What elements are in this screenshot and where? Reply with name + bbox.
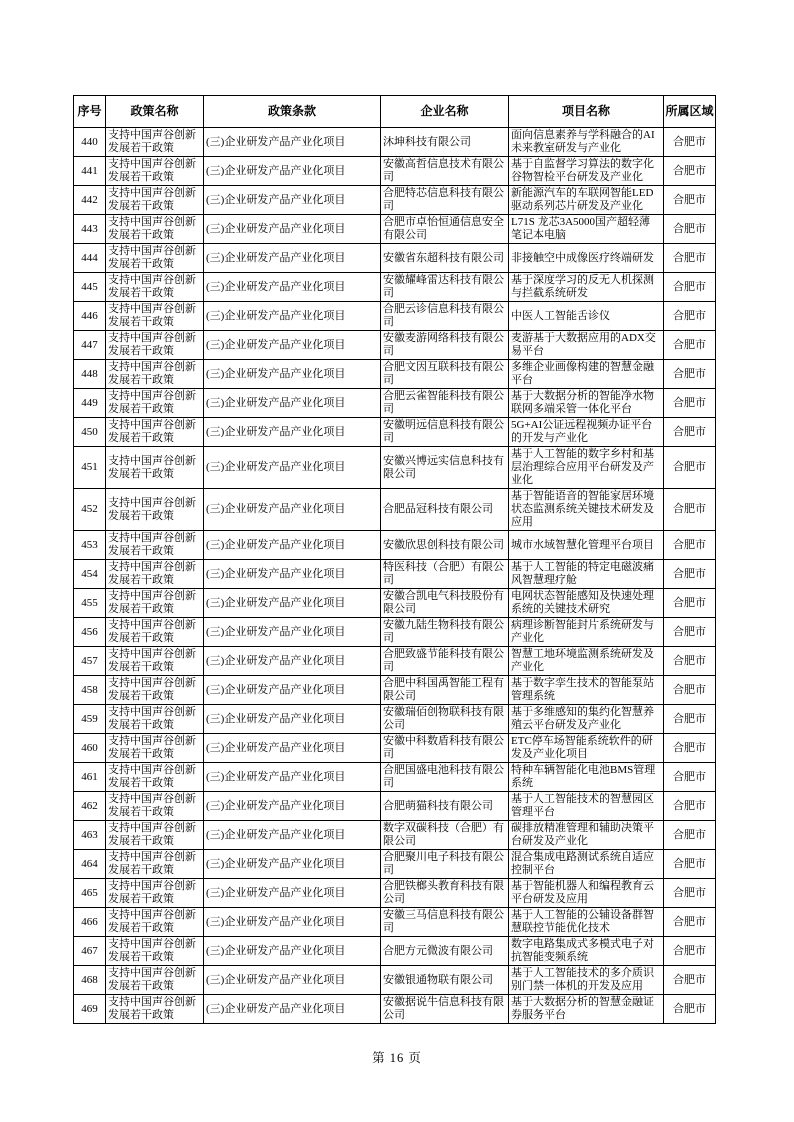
cell-clause: (三)企业研发产品产业化项目	[204, 560, 381, 589]
cell-project: 基于智能语音的智能家居环境状态监测系统关键技术研发及应用	[509, 489, 664, 531]
cell-clause: (三)企业研发产品产业化项目	[204, 763, 381, 792]
cell-no: 461	[74, 763, 106, 792]
cell-project: 麦游基于大数据应用的ADX交易平台	[509, 331, 664, 360]
cell-policy: 支持中国声谷创新发展若干政策	[106, 821, 204, 850]
cell-project: 新能源汽车的车联网智能LED驱动系列芯片研发及产业化	[509, 186, 664, 215]
cell-company: 安徽省东超科技有限公司	[381, 244, 509, 273]
cell-policy: 支持中国声谷创新发展若干政策	[106, 589, 204, 618]
policy-project-table	[73, 95, 716, 1024]
cell-policy: 支持中国声谷创新发展若干政策	[106, 531, 204, 560]
cell-company: 合肥品冠科技有限公司	[381, 489, 509, 531]
cell-policy: 支持中国声谷创新发展若干政策	[106, 244, 204, 273]
cell-no: 445	[74, 273, 106, 302]
cell-policy: 支持中国声谷创新发展若干政策	[106, 447, 204, 489]
cell-project: 电网状态智能感知及快速处理系统的关键技术研究	[509, 589, 664, 618]
cell-clause: (三)企业研发产品产业化项目	[204, 618, 381, 647]
cell-company: 沐坤科技有限公司	[381, 128, 509, 157]
cell-no: 453	[74, 531, 106, 560]
cell-project: 数字电路集成式多模式电子对抗智能变频系统	[509, 937, 664, 966]
cell-region: 合肥市	[664, 273, 716, 302]
cell-project: 基于人工智能的特定电磁波痛风智慧理疗舱	[509, 560, 664, 589]
cell-project: 基于数字孪生技术的智能泵站管理系统	[509, 676, 664, 705]
cell-project: 特种车辆智能化电池BMS管理系统	[509, 763, 664, 792]
cell-project: 中医人工智能舌诊仪	[509, 302, 664, 331]
cell-project: 基于大数据分析的智能净水物联网多端采管一体化平台	[509, 389, 664, 418]
table-row	[74, 244, 716, 273]
cell-clause: (三)企业研发产品产业化项目	[204, 908, 381, 937]
cell-project: 基于人工智能技术的多介质识别门禁一体机的开发及应用	[509, 966, 664, 995]
cell-no: 458	[74, 676, 106, 705]
cell-clause: (三)企业研发产品产业化项目	[204, 966, 381, 995]
table-row	[74, 447, 716, 489]
cell-project: 基于智能机器人和编程教育云平台研发及应用	[509, 879, 664, 908]
table-row	[74, 618, 716, 647]
cell-policy: 支持中国声谷创新发展若干政策	[106, 418, 204, 447]
cell-policy: 支持中国声谷创新发展若干政策	[106, 331, 204, 360]
cell-project: 智慧工地环境监测系统研发及产业化	[509, 647, 664, 676]
cell-clause: (三)企业研发产品产业化项目	[204, 937, 381, 966]
cell-no: 460	[74, 734, 106, 763]
cell-project: 基于人工智能技术的智慧园区管理平台	[509, 792, 664, 821]
cell-clause: (三)企业研发产品产业化项目	[204, 589, 381, 618]
table-row	[74, 850, 716, 879]
cell-no: 467	[74, 937, 106, 966]
cell-project: 基于自监督学习算法的数字化谷物智检平台研发及产业化	[509, 157, 664, 186]
cell-company: 安徽耀峰雷达科技有限公司	[381, 273, 509, 302]
table-row	[74, 418, 716, 447]
cell-no: 448	[74, 360, 106, 389]
cell-company: 合肥特芯信息科技有限公司	[381, 186, 509, 215]
cell-policy: 支持中国声谷创新发展若干政策	[106, 908, 204, 937]
cell-region: 合肥市	[664, 331, 716, 360]
cell-no: 469	[74, 995, 106, 1024]
cell-region: 合肥市	[664, 908, 716, 937]
cell-project: 基于人工智能的公辅设备群智慧联控节能优化技术	[509, 908, 664, 937]
cell-no: 457	[74, 647, 106, 676]
cell-project: ETC停车场智能系统软件的研发及产业化项目	[509, 734, 664, 763]
cell-region: 合肥市	[664, 489, 716, 531]
cell-region: 合肥市	[664, 879, 716, 908]
cell-project: 基于人工智能的数字乡村和基层治理综合应用平台研发及产业化	[509, 447, 664, 489]
cell-company: 安徽中科数盾科技有限公司	[381, 734, 509, 763]
cell-region: 合肥市	[664, 937, 716, 966]
cell-policy: 支持中国声谷创新发展若干政策	[106, 128, 204, 157]
table-row	[74, 128, 716, 157]
cell-clause: (三)企业研发产品产业化项目	[204, 995, 381, 1024]
cell-company: 安徽明远信息科技有限公司	[381, 418, 509, 447]
cell-company: 安徽欣思创科技有限公司	[381, 531, 509, 560]
cell-policy: 支持中国声谷创新发展若干政策	[106, 489, 204, 531]
cell-company: 合肥中科国禹智能工程有限公司	[381, 676, 509, 705]
col-header-policy: 政策名称	[106, 96, 204, 128]
table-row	[74, 792, 716, 821]
cell-region: 合肥市	[664, 647, 716, 676]
cell-clause: (三)企业研发产品产业化项目	[204, 273, 381, 302]
cell-project: 碳排放精准管理和辅助决策平台研发及产业化	[509, 821, 664, 850]
table-row	[74, 489, 716, 531]
cell-clause: (三)企业研发产品产业化项目	[204, 215, 381, 244]
cell-clause: (三)企业研发产品产业化项目	[204, 792, 381, 821]
cell-clause: (三)企业研发产品产业化项目	[204, 157, 381, 186]
cell-clause: (三)企业研发产品产业化项目	[204, 821, 381, 850]
cell-region: 合肥市	[664, 763, 716, 792]
cell-clause: (三)企业研发产品产业化项目	[204, 705, 381, 734]
cell-region: 合肥市	[664, 531, 716, 560]
cell-clause: (三)企业研发产品产业化项目	[204, 647, 381, 676]
cell-project: 基于多维感知的集约化智慧养殖云平台研发及产业化	[509, 705, 664, 734]
cell-policy: 支持中国声谷创新发展若干政策	[106, 763, 204, 792]
cell-policy: 支持中国声谷创新发展若干政策	[106, 792, 204, 821]
cell-policy: 支持中国声谷创新发展若干政策	[106, 560, 204, 589]
cell-company: 合肥致盛节能科技有限公司	[381, 647, 509, 676]
table-row	[74, 186, 716, 215]
table-row	[74, 966, 716, 995]
cell-policy: 支持中国声谷创新发展若干政策	[106, 186, 204, 215]
cell-policy: 支持中国声谷创新发展若干政策	[106, 618, 204, 647]
cell-no: 444	[74, 244, 106, 273]
table-header-row	[74, 96, 716, 128]
cell-project: 多维企业画像构建的智慧金融平台	[509, 360, 664, 389]
cell-project: 非接触空中成像医疗终端研发	[509, 244, 664, 273]
table-row	[74, 215, 716, 244]
cell-policy: 支持中国声谷创新发展若干政策	[106, 273, 204, 302]
cell-no: 463	[74, 821, 106, 850]
cell-policy: 支持中国声谷创新发展若干政策	[106, 937, 204, 966]
cell-region: 合肥市	[664, 560, 716, 589]
cell-policy: 支持中国声谷创新发展若干政策	[106, 360, 204, 389]
cell-clause: (三)企业研发产品产业化项目	[204, 531, 381, 560]
col-header-clause: 政策条款	[204, 96, 381, 128]
cell-no: 452	[74, 489, 106, 531]
cell-no: 447	[74, 331, 106, 360]
cell-no: 454	[74, 560, 106, 589]
cell-policy: 支持中国声谷创新发展若干政策	[106, 389, 204, 418]
cell-region: 合肥市	[664, 589, 716, 618]
cell-no: 443	[74, 215, 106, 244]
cell-company: 安徽据说牛信息科技有限公司	[381, 995, 509, 1024]
table-row	[74, 879, 716, 908]
cell-no: 449	[74, 389, 106, 418]
table-row	[74, 734, 716, 763]
cell-clause: (三)企业研发产品产业化项目	[204, 389, 381, 418]
cell-policy: 支持中国声谷创新发展若干政策	[106, 995, 204, 1024]
cell-project: 城市水域智慧化管理平台项目	[509, 531, 664, 560]
cell-company: 特医科技（合肥）有限公司	[381, 560, 509, 589]
cell-region: 合肥市	[664, 360, 716, 389]
cell-no: 462	[74, 792, 106, 821]
cell-company: 合肥云雀智能科技有限公司	[381, 389, 509, 418]
table-row	[74, 302, 716, 331]
cell-company: 合肥国盛电池科技有限公司	[381, 763, 509, 792]
cell-region: 合肥市	[664, 389, 716, 418]
cell-region: 合肥市	[664, 618, 716, 647]
cell-company: 安徽三马信息科技有限公司	[381, 908, 509, 937]
cell-region: 合肥市	[664, 734, 716, 763]
cell-region: 合肥市	[664, 302, 716, 331]
cell-policy: 支持中国声谷创新发展若干政策	[106, 966, 204, 995]
table-row	[74, 676, 716, 705]
cell-no: 450	[74, 418, 106, 447]
cell-company: 安徽合凯电气科技股份有限公司	[381, 589, 509, 618]
cell-region: 合肥市	[664, 157, 716, 186]
cell-no: 466	[74, 908, 106, 937]
cell-policy: 支持中国声谷创新发展若干政策	[106, 302, 204, 331]
cell-company: 安徽瑞佰创物联科技有限公司	[381, 705, 509, 734]
cell-policy: 支持中国声谷创新发展若干政策	[106, 647, 204, 676]
cell-clause: (三)企业研发产品产业化项目	[204, 360, 381, 389]
cell-no: 451	[74, 447, 106, 489]
table-row	[74, 908, 716, 937]
table-row	[74, 705, 716, 734]
cell-policy: 支持中国声谷创新发展若干政策	[106, 215, 204, 244]
table-row	[74, 273, 716, 302]
cell-policy: 支持中国声谷创新发展若干政策	[106, 157, 204, 186]
cell-region: 合肥市	[664, 995, 716, 1024]
cell-no: 442	[74, 186, 106, 215]
table-row	[74, 531, 716, 560]
cell-company: 安徽银通物联有限公司	[381, 966, 509, 995]
cell-no: 441	[74, 157, 106, 186]
cell-company: 合肥市卓怡恒通信息安全有限公司	[381, 215, 509, 244]
cell-company: 安徽麦游网络科技有限公司	[381, 331, 509, 360]
col-header-region: 所属区域	[664, 96, 716, 128]
cell-policy: 支持中国声谷创新发展若干政策	[106, 734, 204, 763]
cell-company: 合肥文因互联科技有限公司	[381, 360, 509, 389]
cell-company: 合肥聚川电子科技有限公司	[381, 850, 509, 879]
table-row	[74, 360, 716, 389]
cell-clause: (三)企业研发产品产业化项目	[204, 879, 381, 908]
cell-project: 基于大数据分析的智慧金融证券服务平台	[509, 995, 664, 1024]
table-row	[74, 647, 716, 676]
table-row	[74, 331, 716, 360]
cell-clause: (三)企业研发产品产业化项目	[204, 418, 381, 447]
table-row	[74, 157, 716, 186]
cell-region: 合肥市	[664, 705, 716, 734]
col-header-project: 项目名称	[509, 96, 664, 128]
cell-clause: (三)企业研发产品产业化项目	[204, 734, 381, 763]
cell-clause: (三)企业研发产品产业化项目	[204, 850, 381, 879]
col-header-company: 企业名称	[381, 96, 509, 128]
cell-region: 合肥市	[664, 128, 716, 157]
cell-clause: (三)企业研发产品产业化项目	[204, 128, 381, 157]
cell-policy: 支持中国声谷创新发展若干政策	[106, 705, 204, 734]
table-row	[74, 560, 716, 589]
cell-policy: 支持中国声谷创新发展若干政策	[106, 879, 204, 908]
cell-region: 合肥市	[664, 821, 716, 850]
cell-clause: (三)企业研发产品产业化项目	[204, 302, 381, 331]
table-row	[74, 589, 716, 618]
cell-no: 446	[74, 302, 106, 331]
cell-clause: (三)企业研发产品产业化项目	[204, 676, 381, 705]
cell-no: 465	[74, 879, 106, 908]
cell-no: 468	[74, 966, 106, 995]
cell-region: 合肥市	[664, 447, 716, 489]
cell-clause: (三)企业研发产品产业化项目	[204, 244, 381, 273]
page-number: 第 16 页	[372, 1051, 422, 1065]
cell-region: 合肥市	[664, 418, 716, 447]
cell-clause: (三)企业研发产品产业化项目	[204, 331, 381, 360]
table-row	[74, 763, 716, 792]
cell-project: 病理诊断智能封片系统研发与产业化	[509, 618, 664, 647]
cell-project: 基于深度学习的反无人机探测与拦截系统研发	[509, 273, 664, 302]
cell-clause: (三)企业研发产品产业化项目	[204, 447, 381, 489]
cell-company: 合肥方元微波有限公司	[381, 937, 509, 966]
cell-policy: 支持中国声谷创新发展若干政策	[106, 850, 204, 879]
cell-region: 合肥市	[664, 215, 716, 244]
cell-project: L71S 龙芯3A5000国产超轻薄笔记本电脑	[509, 215, 664, 244]
cell-region: 合肥市	[664, 850, 716, 879]
cell-company: 合肥云诊信息科技有限公司	[381, 302, 509, 331]
cell-company: 安徽九陆生物科技有限公司	[381, 618, 509, 647]
cell-project: 混合集成电路测试系统自适应控制平台	[509, 850, 664, 879]
cell-project: 面向信息素养与学科融合的AI未来教室研发与产业化	[509, 128, 664, 157]
table-row	[74, 937, 716, 966]
cell-clause: (三)企业研发产品产业化项目	[204, 186, 381, 215]
cell-no: 464	[74, 850, 106, 879]
cell-region: 合肥市	[664, 244, 716, 273]
table-body	[74, 128, 716, 1024]
cell-no: 456	[74, 618, 106, 647]
cell-company: 合肥铁榔头教育科技有限公司	[381, 879, 509, 908]
cell-region: 合肥市	[664, 966, 716, 995]
cell-no: 440	[74, 128, 106, 157]
cell-policy: 支持中国声谷创新发展若干政策	[106, 676, 204, 705]
cell-region: 合肥市	[664, 186, 716, 215]
cell-project: 5G+AI公证远程视频办证平台的开发与产业化	[509, 418, 664, 447]
cell-region: 合肥市	[664, 676, 716, 705]
col-header-index: 序号	[74, 96, 106, 128]
cell-company: 安徽高哲信息技术有限公司	[381, 157, 509, 186]
cell-company: 安徽兴博远实信息科技有限公司	[381, 447, 509, 489]
cell-region: 合肥市	[664, 792, 716, 821]
cell-company: 合肥萌猫科技有限公司	[381, 792, 509, 821]
cell-clause: (三)企业研发产品产业化项目	[204, 489, 381, 531]
cell-company: 数字双碳科技（合肥）有限公司	[381, 821, 509, 850]
table-row	[74, 995, 716, 1024]
cell-no: 455	[74, 589, 106, 618]
table-row	[74, 821, 716, 850]
cell-no: 459	[74, 705, 106, 734]
table-row	[74, 389, 716, 418]
